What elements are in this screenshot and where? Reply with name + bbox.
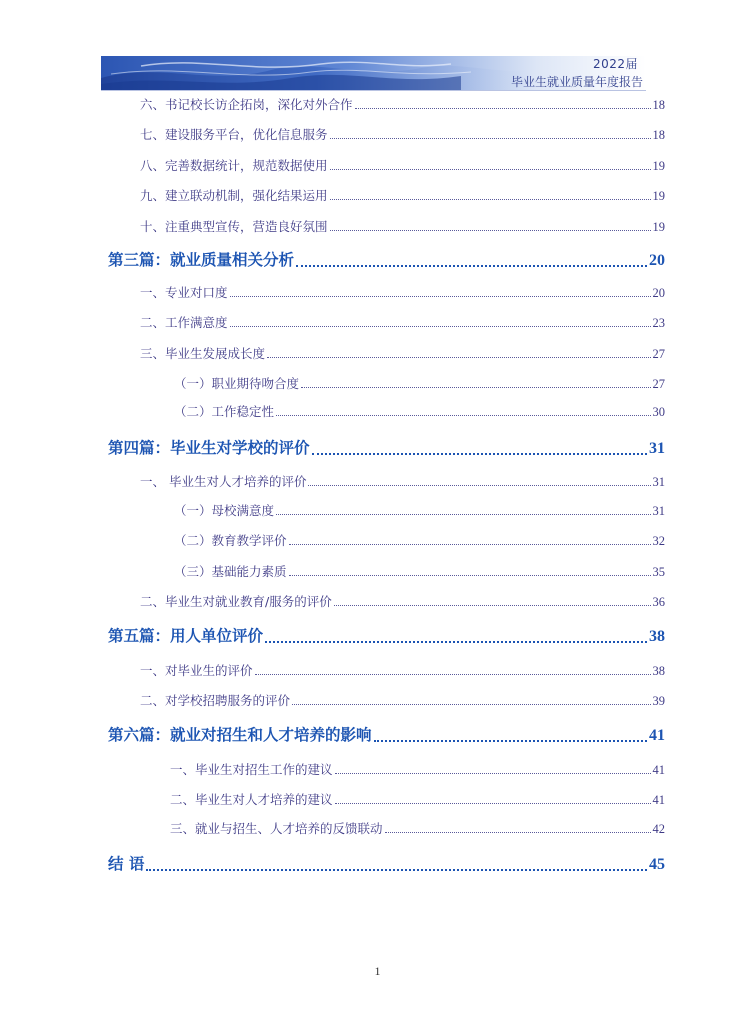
toc-entry-page: 19: [652, 189, 665, 203]
toc-entry-page: 41: [652, 763, 665, 777]
toc-leader-dots: [230, 296, 651, 297]
toc-entry-label: 一、专业对口度: [140, 285, 228, 300]
header-rule: [101, 90, 646, 91]
toc-entry-page: 41: [649, 727, 665, 744]
toc-entry[interactable]: [140, 186, 665, 204]
toc-entry[interactable]: [174, 562, 665, 580]
toc-leader-dots: [374, 740, 647, 742]
toc-entry-page: 31: [652, 475, 665, 489]
toc-entry-page: 23: [652, 316, 665, 330]
toc-entry-label: 三、就业与招生、人才培养的反馈联动: [170, 821, 383, 836]
toc-entry-page: 20: [652, 286, 665, 300]
toc-leader-dots: [146, 869, 647, 871]
toc-entry-page: 18: [652, 128, 665, 142]
toc-entry-page: 32: [652, 534, 665, 548]
toc-entry-page: 18: [652, 98, 665, 112]
toc-leader-dots: [267, 357, 650, 358]
toc-entry-label: 二、工作满意度: [140, 315, 228, 330]
toc-section-entry[interactable]: [108, 723, 665, 745]
toc-entry-page: 31: [652, 504, 665, 518]
toc-section-entry[interactable]: [108, 436, 665, 458]
toc-leader-dots: [335, 803, 651, 804]
toc-leader-dots: [296, 265, 647, 267]
toc-entry[interactable]: [140, 592, 665, 610]
toc-entry-label: 二、对学校招聘服务的评价: [140, 693, 291, 708]
toc-leader-dots: [276, 514, 650, 515]
toc-entry-label: 二、毕业生对人才培养的建议: [170, 792, 333, 807]
toc-entry[interactable]: [140, 125, 665, 143]
toc-entry-page: 30: [652, 405, 665, 419]
toc-leader-dots: [230, 326, 651, 327]
toc-entry-page: 36: [652, 595, 665, 609]
toc-entry-label: 第三篇：就业质量相关分析: [108, 251, 295, 269]
toc-entry[interactable]: [140, 691, 665, 709]
toc-leader-dots: [330, 230, 651, 231]
toc-leader-dots: [330, 199, 651, 200]
toc-entry-label: 八、完善数据统计，规范数据使用: [140, 158, 328, 173]
toc-entry-label: 第六篇：就业对招生和人才培养的影响: [108, 726, 372, 744]
toc-entry-page: 45: [649, 856, 665, 873]
toc-leader-dots: [335, 773, 651, 774]
toc-entry[interactable]: [140, 313, 665, 331]
page-number: 1: [374, 964, 381, 978]
toc-entry-label: 一、毕业生对招生工作的建议: [170, 762, 333, 777]
toc-entry-label: 一、 毕业生对人才培养的评价: [140, 474, 307, 489]
header-year: 2022届: [592, 57, 638, 71]
toc-entry-label: 六、书记校长访企拓岗，深化对外合作: [140, 97, 353, 112]
toc-section-entry[interactable]: [108, 624, 665, 646]
toc-entry-page: 31: [649, 440, 665, 457]
toc-entry-label: （一）母校满意度: [174, 503, 275, 518]
toc-entry-page: 19: [652, 220, 665, 234]
toc-entry-label: 一、对毕业生的评价: [140, 663, 253, 678]
toc-entry[interactable]: [174, 501, 665, 519]
toc-leader-dots: [385, 832, 651, 833]
toc-entry-page: 38: [649, 628, 665, 645]
toc-leader-dots: [334, 605, 651, 606]
toc-entry-page: 38: [652, 664, 665, 678]
toc-entry-page: 41: [652, 793, 665, 807]
toc-entry[interactable]: [170, 790, 665, 808]
toc-leader-dots: [265, 641, 647, 643]
toc-leader-dots: [276, 415, 650, 416]
toc-entry-page: 19: [652, 159, 665, 173]
toc-leader-dots: [355, 108, 651, 109]
toc-entry-label: （二）教育教学评价: [174, 533, 287, 548]
toc-leader-dots: [289, 575, 651, 576]
toc-leader-dots: [301, 387, 650, 388]
toc-entry[interactable]: [174, 402, 665, 420]
toc-entry[interactable]: [140, 217, 665, 235]
toc-entry-page: 35: [652, 565, 665, 579]
toc-entry[interactable]: [140, 344, 665, 362]
toc-entry[interactable]: [140, 95, 665, 113]
toc-entry-label: 二、毕业生对就业教育/服务的评价: [140, 594, 332, 609]
toc-leader-dots: [292, 704, 650, 705]
toc-entry[interactable]: [174, 531, 665, 549]
toc-entry[interactable]: [140, 283, 665, 301]
toc-entry-page: 27: [652, 377, 665, 391]
toc-entry-page: 27: [652, 347, 665, 361]
toc-entry-page: 42: [652, 822, 665, 836]
toc-leader-dots: [330, 169, 651, 170]
toc-entry-page: 20: [649, 252, 665, 269]
toc-entry-label: 九、建立联动机制，强化结果运用: [140, 188, 328, 203]
toc-entry-label: 三、毕业生发展成长度: [140, 346, 266, 361]
toc-entry-label: 第四篇：毕业生对学校的评价: [108, 439, 310, 457]
toc-leader-dots: [289, 544, 651, 545]
toc-leader-dots: [308, 485, 650, 486]
toc-leader-dots: [312, 453, 647, 455]
toc-section-entry[interactable]: [108, 852, 665, 874]
toc-entry-label: 七、建设服务平台，优化信息服务: [140, 127, 328, 142]
toc-entry-page: 39: [652, 694, 665, 708]
toc-entry-label: （三）基础能力素质: [174, 564, 287, 579]
toc-entry-label: 结 语: [108, 855, 145, 873]
toc-entry-label: 十、注重典型宣传，营造良好氛围: [140, 219, 328, 234]
toc-entry[interactable]: [170, 760, 665, 778]
toc-leader-dots: [255, 674, 651, 675]
toc-entry-label: 第五篇：用人单位评价: [108, 627, 264, 645]
toc-entry-label: （二）工作稳定性: [174, 404, 275, 419]
toc-entry-label: （一）职业期待吻合度: [174, 376, 300, 391]
header-title: 毕业生就业质量年度报告: [510, 75, 643, 89]
toc-entry[interactable]: [140, 661, 665, 679]
toc-leader-dots: [330, 138, 651, 139]
toc-entry[interactable]: [140, 472, 665, 490]
toc-entry[interactable]: [170, 819, 665, 837]
toc-entry[interactable]: [140, 156, 665, 174]
toc-entry[interactable]: [174, 374, 665, 392]
toc-section-entry[interactable]: [108, 248, 665, 270]
